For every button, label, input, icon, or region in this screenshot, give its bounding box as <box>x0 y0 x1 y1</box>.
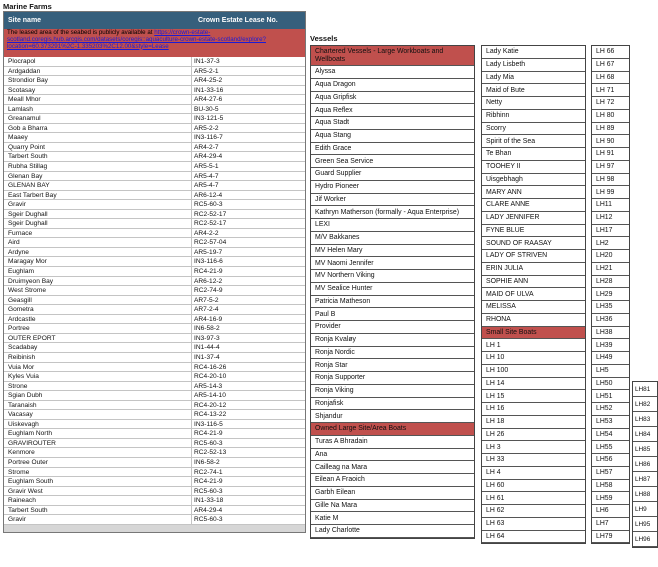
site-name-cell: Geasgill <box>4 296 192 305</box>
vessel-cell: Maid of Bute <box>482 84 585 97</box>
lease-number-cell: AR5-19-7 <box>194 248 223 256</box>
table-row <box>4 219 305 229</box>
lease-number-cell: RC4-20-10 <box>194 373 227 381</box>
vessel-cell: LH56 <box>592 454 629 467</box>
site-name-cell: Glenan Bay <box>4 172 192 181</box>
vessel-cell: CLARE ANNE <box>482 199 585 212</box>
vessel-cell: LH59 <box>592 492 629 505</box>
site-name-cell: Kenmore <box>4 448 192 457</box>
lease-number-cell: IN3-97-3 <box>194 334 220 342</box>
vessel-section-header: Chartered Vessels - Large Workboats and Wellboats <box>311 46 474 66</box>
vessel-cell: LH 4 <box>482 467 585 480</box>
vessel-cell: M/V Bakkanes <box>311 232 474 245</box>
vessel-cell: Ronja Star <box>311 359 474 372</box>
lease-number-cell: RC5-60-3 <box>194 487 223 495</box>
table-row <box>4 410 305 420</box>
site-name-cell: Maaey <box>4 133 192 142</box>
lease-number-cell: IN1-37-4 <box>194 353 220 361</box>
coregis-lease-link[interactable]: https://crown-estate-scotland.coregis.hub.arcgis.com/datasets/coregis::aquaculture-crown-estate-scotland/explore?location=60.373291%2C-1.335203%2C12.00&style=Lease <box>7 29 266 50</box>
marine-farms-rows <box>4 57 305 525</box>
vessel-cell: Ana <box>311 449 474 462</box>
vessel-cell: LH38 <box>592 327 629 340</box>
table-row <box>4 210 305 220</box>
site-name-cell: Portree Outer <box>4 458 192 467</box>
site-name-cell: Meall Mhor <box>4 95 192 104</box>
vessel-cell: LH81 <box>633 382 657 397</box>
note-text: The leased area of the seabed is publicly available at <box>7 29 155 36</box>
table-row <box>4 506 305 516</box>
vessel-cell: LH7 <box>592 518 629 531</box>
site-name-cell: Sgeir Dughall <box>4 219 192 228</box>
vessel-cell: Lady Katie <box>482 46 585 59</box>
vessel-cell: Ronja Viking <box>311 385 474 398</box>
vessel-cell: LADY OF STRIVEN <box>482 250 585 263</box>
vessels-column-2 <box>481 45 586 544</box>
table-row <box>4 277 305 287</box>
site-name-cell: GRAVIROUTER <box>4 439 192 448</box>
site-name-cell: Druimyeon Bay <box>4 277 192 286</box>
vessel-cell: LH85 <box>633 442 657 457</box>
vessel-section-header: Small Site Boats <box>482 327 585 340</box>
vessel-cell: LH 68 <box>592 72 629 85</box>
vessel-cell: ERIN JULIA <box>482 263 585 276</box>
lease-number-cell: IN1-33-16 <box>194 86 224 94</box>
lease-number-cell: AR6-12-4 <box>194 191 223 199</box>
site-name-cell: Plocrapol <box>4 57 192 66</box>
vessel-cell: LH82 <box>633 397 657 412</box>
table-row <box>4 191 305 201</box>
site-name-cell: Eughlam South <box>4 477 192 486</box>
vessel-cell: Lady Mia <box>482 72 585 85</box>
vessel-cell: LEXI <box>311 219 474 232</box>
site-name-cell: GLENAN BAY <box>4 181 192 190</box>
site-name-cell: Greanamul <box>4 114 192 123</box>
table-row <box>4 439 305 449</box>
site-name-cell: Gometra <box>4 305 192 314</box>
lease-number-cell: RC2-74-9 <box>194 287 223 295</box>
table-row <box>4 468 305 478</box>
vessel-cell: Provider <box>311 321 474 334</box>
table-row <box>4 315 305 325</box>
lease-number-cell: RC4-20-12 <box>194 401 227 409</box>
vessel-cell: LH29 <box>592 288 629 301</box>
site-name-cell: Reibinish <box>4 353 192 362</box>
lease-number-cell: RC2-57-04 <box>194 239 227 247</box>
vessel-cell: MV Sealice Hunter <box>311 283 474 296</box>
vessel-cell: Aqua Dragon <box>311 79 474 92</box>
vessel-cell: SOUND OF RAASAY <box>482 237 585 250</box>
vessel-cell: LH 89 <box>592 123 629 136</box>
site-name-cell: Uiskevagh <box>4 420 192 429</box>
table-row <box>4 124 305 134</box>
vessel-cell: Ribhinn <box>482 110 585 123</box>
lease-number-header: Crown Estate Lease No. <box>198 17 278 24</box>
vessel-cell: TOOHEY II <box>482 161 585 174</box>
table-row <box>4 487 305 497</box>
vessels-column-4 <box>632 381 658 548</box>
vessel-cell: LH 61 <box>482 492 585 505</box>
table-row <box>4 57 305 67</box>
vessel-cell: LH95 <box>633 517 657 532</box>
vessel-cell: LH17 <box>592 225 629 238</box>
table-row <box>4 372 305 382</box>
table-row <box>4 305 305 315</box>
lease-number-cell: IN1-37-3 <box>194 58 220 65</box>
vessel-cell: MARY ANN <box>482 186 585 199</box>
lease-number-cell: AR5-4-7 <box>194 182 219 190</box>
vessel-cell: Aqua Reflex <box>311 104 474 117</box>
table-row <box>4 238 305 248</box>
vessel-cell: RHONA <box>482 314 585 327</box>
site-name-cell: Aird <box>4 238 192 247</box>
table-row <box>4 267 305 277</box>
site-name-cell: Taranaish <box>4 401 192 410</box>
vessel-cell: Gille Na Mara <box>311 500 474 513</box>
site-name-cell: Tarbert South <box>4 506 192 515</box>
vessel-cell: LH 67 <box>592 59 629 72</box>
vessel-cell: Kathryn Matherson (formally - Aqua Enterprise) <box>311 206 474 219</box>
vessel-cell: LH 99 <box>592 186 629 199</box>
table-row <box>4 296 305 306</box>
vessel-cell: Lady Lisbeth <box>482 59 585 72</box>
table-row <box>4 353 305 363</box>
lease-number-cell: IN6-58-2 <box>194 325 220 333</box>
vessel-cell: LH36 <box>592 314 629 327</box>
site-name-cell: Ardgaddan <box>4 67 192 76</box>
vessel-cell: LH 10 <box>482 352 585 365</box>
vessel-cell: LH5 <box>592 365 629 378</box>
vessel-cell: Ronja Kvaløy <box>311 334 474 347</box>
vessel-cell: Green Sea Service <box>311 155 474 168</box>
lease-number-cell: RC4-13-22 <box>194 411 227 419</box>
vessel-cell: Paul B <box>311 308 474 321</box>
site-name-cell: Gravir <box>4 515 192 524</box>
table-row <box>4 477 305 487</box>
lease-number-cell: RC2-74-1 <box>194 468 223 476</box>
vessel-cell: LH 71 <box>592 84 629 97</box>
vessel-cell: LH 26 <box>482 429 585 442</box>
vessel-cell: LH 15 <box>482 390 585 403</box>
site-name-cell: Lamlash <box>4 105 192 114</box>
lease-number-cell: AR7-2-4 <box>194 306 219 314</box>
vessel-cell: LH53 <box>592 416 629 429</box>
site-name-cell: Quarry Point <box>4 143 192 152</box>
table-row <box>4 95 305 105</box>
table-row <box>4 162 305 172</box>
lease-number-cell: AR4-16-9 <box>194 315 223 323</box>
vessel-cell: Netty <box>482 97 585 110</box>
lease-number-cell: RC5-60-3 <box>194 439 223 447</box>
vessel-cell: LH55 <box>592 441 629 454</box>
table-row <box>4 391 305 401</box>
vessel-cell: Turas A Bhradain <box>311 436 474 449</box>
site-name-cell: Raineach <box>4 496 192 505</box>
vessel-cell: LH 91 <box>592 148 629 161</box>
marine-farms-table <box>3 11 306 533</box>
site-name-cell: Eughlam North <box>4 429 192 438</box>
site-name-cell: Vacasay <box>4 410 192 419</box>
vessel-cell: LH 72 <box>592 97 629 110</box>
table-row <box>4 458 305 468</box>
table-row <box>4 200 305 210</box>
table-row <box>4 67 305 77</box>
vessel-cell: Scorry <box>482 123 585 136</box>
vessel-cell: LADY JENNIFER <box>482 212 585 225</box>
site-name-header: Site name <box>8 17 42 24</box>
lease-number-cell: AR5-4-7 <box>194 172 219 180</box>
vessel-cell: LH 98 <box>592 174 629 187</box>
vessel-cell: MV Naomi Jennifer <box>311 257 474 270</box>
lease-number-cell: AR4-25-2 <box>194 77 223 85</box>
table-bottom-bar <box>4 525 305 532</box>
lease-number-cell: RC2-52-13 <box>194 449 227 457</box>
vessel-cell: LH86 <box>633 457 657 472</box>
vessel-cell: LH52 <box>592 403 629 416</box>
vessel-cell: LH2 <box>592 237 629 250</box>
site-name-cell: Strondior Bay <box>4 76 192 85</box>
site-name-cell: Vuia Mor <box>4 363 192 372</box>
site-name-cell: Portree <box>4 324 192 333</box>
table-row <box>4 286 305 296</box>
vessel-cell: LH 66 <box>592 46 629 59</box>
table-row <box>4 496 305 506</box>
table-row <box>4 257 305 267</box>
site-name-cell: Ardcastle <box>4 315 192 324</box>
vessel-cell: LH39 <box>592 339 629 352</box>
vessel-cell: Aqua Stang <box>311 130 474 143</box>
vessel-cell: LH 97 <box>592 161 629 174</box>
vessel-cell: MV Northern Viking <box>311 270 474 283</box>
vessel-cell: LH96 <box>633 532 657 547</box>
vessel-cell: LH12 <box>592 212 629 225</box>
lease-number-cell: AR5-14-10 <box>194 392 226 400</box>
vessel-cell: LH51 <box>592 390 629 403</box>
vessel-cell: Jif Worker <box>311 194 474 207</box>
site-name-cell: East Tarbert Bay <box>4 191 192 200</box>
table-row <box>4 334 305 344</box>
vessel-cell: LH84 <box>633 427 657 442</box>
lease-number-cell: IN3-121-5 <box>194 115 224 123</box>
table-row <box>4 429 305 439</box>
lease-number-cell: AR4-29-4 <box>194 153 223 161</box>
vessel-cell: Guard Supplier <box>311 168 474 181</box>
table-row <box>4 181 305 191</box>
vessel-cell: Edith Grace <box>311 143 474 156</box>
site-name-cell: Eughlam <box>4 267 192 276</box>
site-name-cell: Rubha Stillag <box>4 162 192 171</box>
vessel-cell: LH 18 <box>482 416 585 429</box>
vessel-cell: LH57 <box>592 467 629 480</box>
vessel-cell: LH 1 <box>482 339 585 352</box>
vessel-cell: LH83 <box>633 412 657 427</box>
vessel-cell: Ronjafisk <box>311 398 474 411</box>
table-row <box>4 515 305 525</box>
table-row <box>4 143 305 153</box>
vessel-cell: LH9 <box>633 502 657 517</box>
lease-number-cell: RC4-21-9 <box>194 478 223 486</box>
vessel-cell: Lady Charlotte <box>311 525 474 538</box>
lease-number-cell: RC5-60-3 <box>194 516 223 524</box>
site-name-cell: Gravir <box>4 200 192 209</box>
vessel-cell: Patricia Matheson <box>311 296 474 309</box>
vessel-cell: LH58 <box>592 480 629 493</box>
vessel-cell: LH 63 <box>482 518 585 531</box>
table-row <box>4 172 305 182</box>
site-name-cell: Tarbert South <box>4 152 192 161</box>
site-name-cell: Maragay Mor <box>4 257 192 266</box>
vessel-cell: Uisgebhagh <box>482 174 585 187</box>
table-row <box>4 420 305 430</box>
site-name-cell: Sgeir Dughall <box>4 210 192 219</box>
table-row <box>4 448 305 458</box>
lease-number-cell: AR4-27-6 <box>194 96 223 104</box>
lease-number-cell: IN3-116-6 <box>194 258 223 266</box>
lease-number-cell: IN1-33-18 <box>194 497 224 505</box>
vessel-cell: Aqua Stadt <box>311 117 474 130</box>
lease-number-cell: AR6-12-2 <box>194 277 223 285</box>
vessel-cell: LH79 <box>592 531 629 544</box>
site-name-cell: Scotasay <box>4 86 192 95</box>
lease-number-cell: AR5-2-1 <box>194 67 219 75</box>
site-name-cell: Gravir West <box>4 487 192 496</box>
vessel-cell: LH 64 <box>482 531 585 544</box>
vessel-cell: SOPHIE ANN <box>482 276 585 289</box>
vessel-cell: Spirit of the Sea <box>482 135 585 148</box>
vessels-column-1 <box>310 45 475 539</box>
vessel-cell: Shjandur <box>311 410 474 423</box>
table-row <box>4 86 305 96</box>
vessel-cell: LH 90 <box>592 135 629 148</box>
vessel-cell: LH20 <box>592 250 629 263</box>
vessel-cell: LH88 <box>633 487 657 502</box>
vessel-cell: Garbh Eilean <box>311 487 474 500</box>
lease-number-cell: IN6-58-2 <box>194 458 220 466</box>
vessel-cell: LH35 <box>592 301 629 314</box>
lease-number-cell: AR4-2-2 <box>194 229 219 237</box>
lease-number-cell: AR5-2-2 <box>194 124 219 132</box>
lease-number-cell: IN3-116-5 <box>194 420 223 428</box>
vessel-cell: Hydro Pioneer <box>311 181 474 194</box>
lease-number-cell: RC2-52-17 <box>194 220 227 228</box>
vessel-cell: LH 3 <box>482 441 585 454</box>
seabed-availability-note <box>4 29 305 57</box>
table-row <box>4 114 305 124</box>
lease-number-cell: RC4-21-9 <box>194 430 223 438</box>
vessel-section-header: Owned Large Site/Area Boats <box>311 423 474 436</box>
lease-number-cell: AR4-29-4 <box>194 506 223 514</box>
table-row <box>4 324 305 334</box>
table-row <box>4 133 305 143</box>
table-row <box>4 76 305 86</box>
lease-number-cell: RC5-60-3 <box>194 201 223 209</box>
lease-number-cell: RC4-16-26 <box>194 363 227 371</box>
site-name-cell: Kyles Vuia <box>4 372 192 381</box>
table-row <box>4 152 305 162</box>
vessel-cell: Cailleag na Mara <box>311 461 474 474</box>
table-row <box>4 343 305 353</box>
vessel-cell: Aqua Gripfisk <box>311 92 474 105</box>
vessel-cell: LH 14 <box>482 378 585 391</box>
site-name-cell: Gob a Bharra <box>4 124 192 133</box>
vessel-cell: LH 16 <box>482 403 585 416</box>
site-name-cell: Strone <box>4 382 192 391</box>
site-name-cell: OUTER EPORT <box>4 334 192 343</box>
vessel-cell: LH 33 <box>482 454 585 467</box>
lease-number-cell: RC2-52-17 <box>194 210 227 218</box>
vessel-cell: MAID OF ULVA <box>482 288 585 301</box>
marine-farms-header-row <box>4 12 305 29</box>
vessel-cell: LH54 <box>592 429 629 442</box>
site-name-cell: Ardyne <box>4 248 192 257</box>
table-row <box>4 401 305 411</box>
vessel-cell: LH50 <box>592 378 629 391</box>
vessel-cell: LH6 <box>592 505 629 518</box>
table-row <box>4 382 305 392</box>
vessel-cell: LH49 <box>592 352 629 365</box>
vessels-title: Vessels <box>310 34 338 43</box>
vessel-cell: LH21 <box>592 263 629 276</box>
vessel-cell: LH28 <box>592 276 629 289</box>
vessel-cell: LH87 <box>633 472 657 487</box>
table-row <box>4 105 305 115</box>
vessels-column-3 <box>591 45 630 544</box>
site-name-cell: Sgian Dubh <box>4 391 192 400</box>
table-row <box>4 363 305 373</box>
vessel-cell: LH 100 <box>482 365 585 378</box>
table-row <box>4 248 305 258</box>
lease-number-cell: AR7-5-2 <box>194 296 219 304</box>
vessel-cell: LH11 <box>592 199 629 212</box>
site-name-cell: Strome <box>4 468 192 477</box>
vessel-cell: MV Helen Mary <box>311 245 474 258</box>
lease-number-cell: AR5-5-1 <box>194 163 219 171</box>
site-name-cell: Furnace <box>4 229 192 238</box>
lease-number-cell: AR4-2-7 <box>194 143 219 151</box>
vessel-cell: MELISSA <box>482 301 585 314</box>
vessel-cell: Katie M <box>311 512 474 525</box>
lease-number-cell: AR5-14-3 <box>194 382 223 390</box>
vessel-cell: Ronja Supporter <box>311 372 474 385</box>
vessel-cell: LH 62 <box>482 505 585 518</box>
lease-number-cell: RC4-21-9 <box>194 268 223 276</box>
marine-farms-title: Marine Farms <box>3 2 52 11</box>
table-row <box>4 229 305 239</box>
lease-number-cell: BU-30-5 <box>194 105 219 113</box>
vessel-cell: LH 80 <box>592 110 629 123</box>
site-name-cell: West Strome <box>4 286 192 295</box>
site-name-cell: Scadabay <box>4 343 192 352</box>
vessel-cell: Ronja Nordic <box>311 347 474 360</box>
vessel-cell: Te Bhan <box>482 148 585 161</box>
vessel-cell: Alyssa <box>311 66 474 79</box>
lease-number-cell: IN3-116-7 <box>194 134 223 142</box>
vessel-cell: Eilean A Fraoich <box>311 474 474 487</box>
vessel-cell: FYNE BLUE <box>482 225 585 238</box>
vessel-cell: LH 60 <box>482 480 585 493</box>
lease-number-cell: IN1-44-4 <box>194 344 220 352</box>
